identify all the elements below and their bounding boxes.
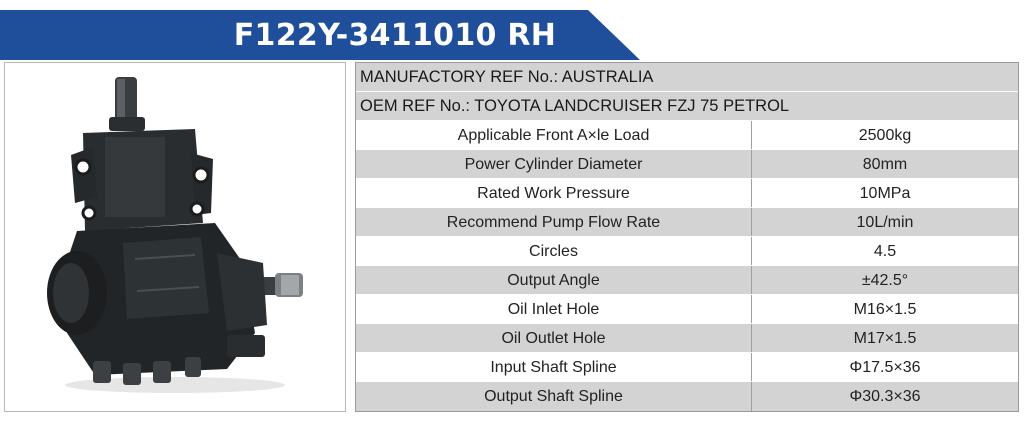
oem-ref-row	[356, 92, 1018, 121]
spec-row	[356, 382, 1018, 411]
spec-value: M16×1.5	[853, 301, 917, 318]
title-banner	[0, 10, 640, 60]
spec-row	[356, 324, 1018, 353]
page-title: F122Y-3411010 RH	[233, 18, 557, 53]
manufactory-ref-row	[356, 63, 1018, 92]
spec-value: 10MPa	[859, 185, 911, 202]
spec-label: Applicable Front A×le Load	[356, 121, 752, 149]
spec-value: 80mm	[862, 156, 908, 173]
spec-value: M17×1.5	[853, 330, 917, 347]
product-photo-frame	[4, 62, 346, 412]
spec-label: Input Shaft Spline	[356, 353, 752, 381]
spec-value: Φ17.5×36	[849, 359, 921, 376]
spec-value: 2500kg	[858, 127, 912, 144]
steering-gearbox-image	[5, 63, 347, 413]
oem-ref-text: OEM REF No.: TOYOTA LANDCRUISER FZJ 75 PETROL	[360, 96, 790, 115]
spec-value: 10L/min	[856, 214, 914, 231]
spec-row	[356, 353, 1018, 382]
spec-row	[356, 208, 1018, 237]
spec-label: Oil Outlet Hole	[356, 324, 752, 352]
spec-table	[355, 62, 1019, 412]
spec-label: Circles	[356, 237, 752, 265]
spec-label: Output Angle	[356, 266, 752, 294]
manufactory-ref-text: MANUFACTORY REF No.: AUSTRALIA	[360, 67, 654, 86]
spec-value: ±42.5°	[861, 272, 909, 289]
spec-row	[356, 295, 1018, 324]
spec-row	[356, 150, 1018, 179]
spec-label: Oil Inlet Hole	[356, 295, 752, 323]
spec-row	[356, 237, 1018, 266]
spec-row	[356, 179, 1018, 208]
spec-label: Rated Work Pressure	[356, 179, 752, 207]
spec-label: Output Shaft Spline	[356, 382, 752, 411]
spec-value: Φ30.3×36	[849, 388, 921, 405]
spec-row	[356, 121, 1018, 150]
spec-label: Power Cylinder Diameter	[356, 150, 752, 178]
spec-label: Recommend Pump Flow Rate	[356, 208, 752, 236]
spec-row	[356, 266, 1018, 295]
spec-value: 4.5	[873, 243, 897, 260]
